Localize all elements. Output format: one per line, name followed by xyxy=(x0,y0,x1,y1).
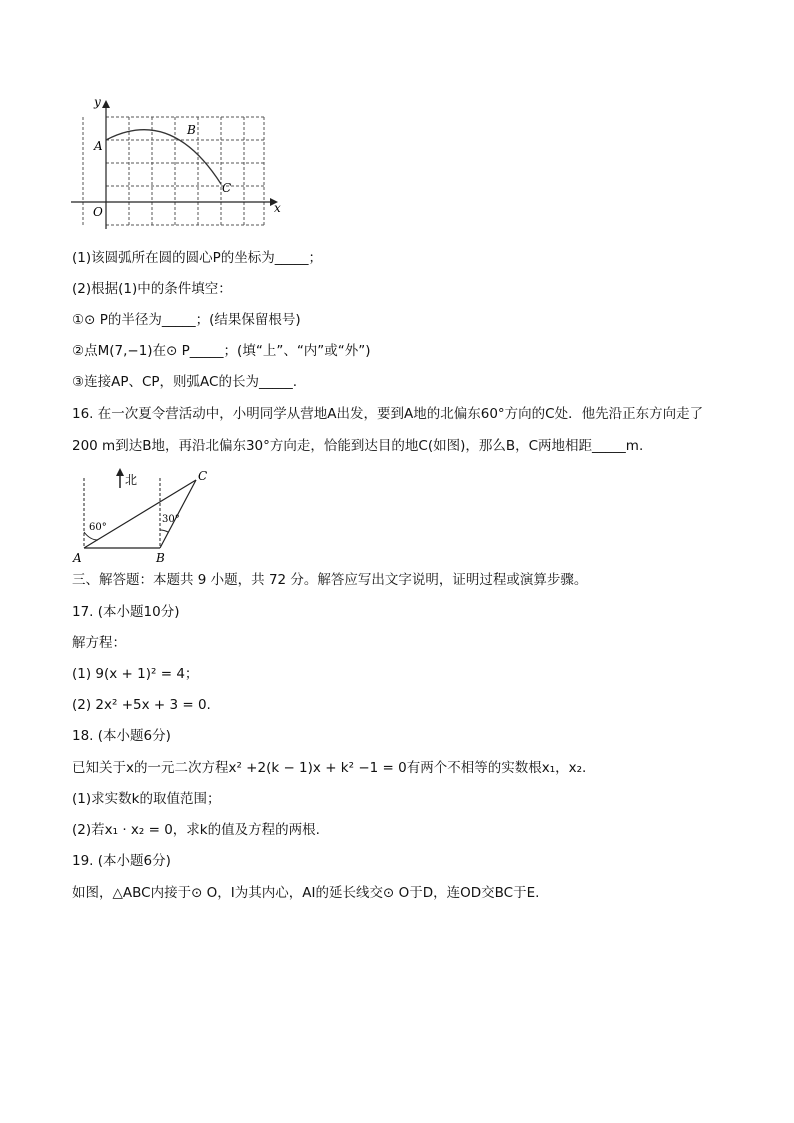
label-b: B xyxy=(187,123,196,137)
q15-part2: (2)根据(1)中的条件填空： xyxy=(72,281,232,297)
q15-part2-3: ③连接AP、CP，则弧AC的长为_____. xyxy=(72,374,298,390)
q18-title: 18. (本小题6分) xyxy=(72,728,171,744)
q16-line1: 16. 在一次夏令营活动中，小明同学从营地A出发，要到A地的北偏东60°方向的C处．他先沿正东方向走了 xyxy=(72,406,704,422)
angle-a-label: 60° xyxy=(89,522,107,533)
point-b-label: B xyxy=(156,551,165,565)
q17-title: 17. (本小题10分) xyxy=(72,604,180,620)
angle-arc-b xyxy=(160,530,168,532)
angle-b-label: 30° xyxy=(162,514,180,525)
y-axis-arrow xyxy=(102,100,110,108)
q17-intro: 解方程： xyxy=(72,635,126,651)
q15-part2-2: ②点M(7,−1)在⊙ P_____；(填“上”、“内”或“外”) xyxy=(72,343,371,359)
q19-title: 19. (本小题6分) xyxy=(72,853,171,869)
label-origin: O xyxy=(93,205,103,219)
q18-part1: (1)求实数k的取值范围； xyxy=(72,791,221,807)
north-arrowhead xyxy=(116,468,124,476)
q19-stem: 如图，△ABC内接于⊙ O，I为其内心，AI的延长线交⊙ O于D，连OD交BC于E. xyxy=(72,885,540,901)
q18-stem: 已知关于x的一元二次方程x² +2(k − 1)x + k² −1 = 0有两个不相等的实数根x₁，x₂. xyxy=(72,760,587,776)
direction-figure xyxy=(70,466,220,566)
q16-line2: 200 m到达B地，再沿北偏东30°方向走，恰能到达目的地C(如图)，那么B，C两地相距_____m. xyxy=(72,438,644,454)
label-a: A xyxy=(94,139,103,153)
label-y: y xyxy=(94,95,101,109)
point-a-label: A xyxy=(73,551,82,565)
q15-part1: (1)该圆弧所在圆的圆心P的坐标为_____； xyxy=(72,250,323,266)
label-x: x xyxy=(274,201,281,215)
q15-part2-1: ①⊙ P的半径为_____；(结果保留根号) xyxy=(72,312,301,328)
q17-part1: (1) 9(x + 1)² = 4； xyxy=(72,666,199,682)
arc-abc xyxy=(106,130,221,184)
q18-part2: (2)若x₁ · x₂ = 0，求k的值及方程的两根. xyxy=(72,822,320,838)
label-c: C xyxy=(222,181,232,195)
section3-header: 三、解答题：本题共 9 小题，共 72 分。解答应写出文字说明，证明过程或演算步骤。 xyxy=(72,572,588,588)
point-c-label: C xyxy=(198,469,208,483)
angle-arc-a xyxy=(84,532,98,540)
north-label: 北 xyxy=(125,473,138,487)
grid-arc-figure xyxy=(66,94,286,234)
q17-part2: (2) 2x² +5x + 3 = 0. xyxy=(72,697,211,713)
